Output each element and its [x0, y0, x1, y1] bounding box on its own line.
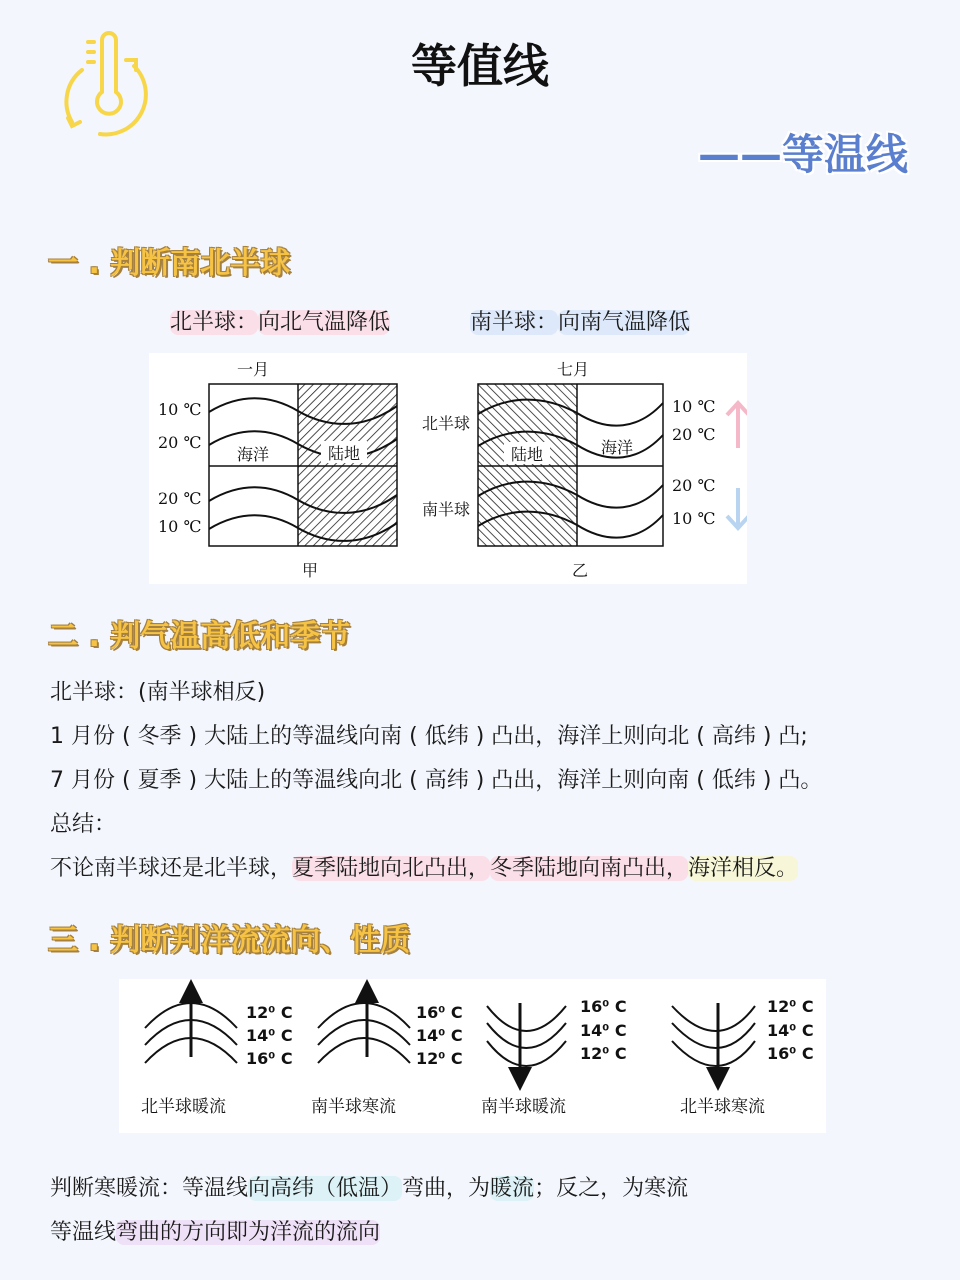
land-label: 陆地 — [510, 445, 544, 464]
july-chart — [422, 360, 715, 580]
rule-direction — [50, 1215, 380, 1246]
isotherm-label: 10 ℃ — [158, 517, 202, 536]
body-line: 7 月份 ( 夏季 ) 大陆上的等温线向北 ( 高纬 ) 凸出，海洋上则向南 ( 低纬 ) 凸。 — [50, 768, 823, 793]
chart-jia-caption: 甲 — [301, 561, 319, 580]
ocean-current-figure — [119, 979, 826, 1133]
body-line: 北半球：(南半球相反) — [50, 680, 266, 705]
january-chart — [158, 360, 397, 580]
panel-caption: 北半球寒流 — [680, 1097, 765, 1117]
rule1-e: ；反之，为寒流 — [534, 1176, 689, 1201]
land-label: 陆地 — [327, 444, 361, 463]
south-rule — [470, 305, 690, 336]
summary-b: 夏季陆地向北凸出， — [292, 856, 491, 881]
chart-yi-caption: 乙 — [571, 561, 589, 580]
rule1-a: 判断寒暖流：等温线 — [50, 1176, 249, 1201]
north-rule-text: 向北气温降低 — [258, 310, 391, 335]
temp-label: 12⁰ C — [246, 1003, 293, 1022]
panel-north-cold — [672, 1003, 755, 1079]
rule1-d: 暖流 — [490, 1176, 535, 1201]
section3-heading: 三 . 判断判洋流流向、性质 — [48, 923, 411, 958]
panel-caption: 南半球寒流 — [311, 1097, 396, 1117]
july-title: 七月 — [556, 360, 590, 379]
northern-hemisphere-label: 北半球 — [421, 414, 471, 433]
isotherm-label: 10 ℃ — [672, 509, 716, 528]
south-rule-text: 向南气温降低 — [558, 310, 691, 335]
rule2-b: 弯曲的方向即为洋流的流向 — [116, 1220, 381, 1245]
ocean-label: 海洋 — [236, 445, 270, 464]
south-label: 南半球： — [470, 310, 559, 335]
isotherm-label: 20 ℃ — [672, 425, 716, 444]
panel-south-cold — [318, 991, 410, 1063]
temp-label: 14⁰ C — [767, 1021, 814, 1040]
temp-label: 16⁰ C — [580, 997, 627, 1016]
summary-d: 海洋相反。 — [688, 856, 799, 881]
north-label: 北半球： — [170, 310, 259, 335]
summary-c: 冬季陆地向南凸出， — [490, 856, 689, 881]
southern-hemisphere-label: 南半球 — [421, 500, 471, 519]
panel-south-warm — [487, 1003, 566, 1079]
panel-north-warm — [145, 991, 237, 1063]
rule1-b: 向高纬（低温） — [248, 1176, 403, 1201]
isotherm-label: 20 ℃ — [672, 476, 716, 495]
panel-caption: 北半球暖流 — [141, 1097, 226, 1117]
temp-label: 12⁰ C — [416, 1049, 463, 1068]
page-title: 等值线 — [411, 39, 549, 93]
temp-label: 14⁰ C — [580, 1021, 627, 1040]
summary-line — [50, 851, 798, 882]
isotherm-label: 20 ℃ — [158, 433, 202, 452]
section2-heading: 二 . 判气温高低和季节 — [48, 619, 351, 654]
isotherm-label: 10 ℃ — [672, 397, 716, 416]
temp-label: 14⁰ C — [416, 1026, 463, 1045]
rule-warm-cold — [50, 1171, 688, 1202]
hemisphere-figure — [149, 353, 747, 584]
temp-label: 14⁰ C — [246, 1026, 293, 1045]
rule2-a: 等温线 — [50, 1220, 117, 1245]
temp-label: 12⁰ C — [580, 1044, 627, 1063]
temp-label: 16⁰ C — [246, 1049, 293, 1068]
section1-heading: 一 . 判断南北半球 — [48, 246, 291, 281]
temp-label: 16⁰ C — [416, 1003, 463, 1022]
isotherm-label: 20 ℃ — [158, 489, 202, 508]
temp-label: 12⁰ C — [767, 997, 814, 1016]
north-rule — [170, 305, 390, 336]
panel-caption: 南半球暖流 — [481, 1097, 566, 1117]
body-line: 1 月份 ( 冬季 ) 大陆上的等温线向南 ( 低纬 ) 凸出，海洋上则向北 ( 高纬 ) 凸; — [50, 724, 808, 749]
page-subtitle: ——等温线 — [698, 130, 909, 179]
january-title: 一月 — [236, 360, 270, 379]
ocean-label: 海洋 — [600, 438, 634, 457]
temp-label: 16⁰ C — [767, 1044, 814, 1063]
isotherm-label: 10 ℃ — [158, 400, 202, 419]
rule1-c: 弯曲，为 — [402, 1176, 491, 1201]
body-line: 总结： — [50, 812, 117, 837]
summary-a: 不论南半球还是北半球， — [50, 856, 293, 881]
